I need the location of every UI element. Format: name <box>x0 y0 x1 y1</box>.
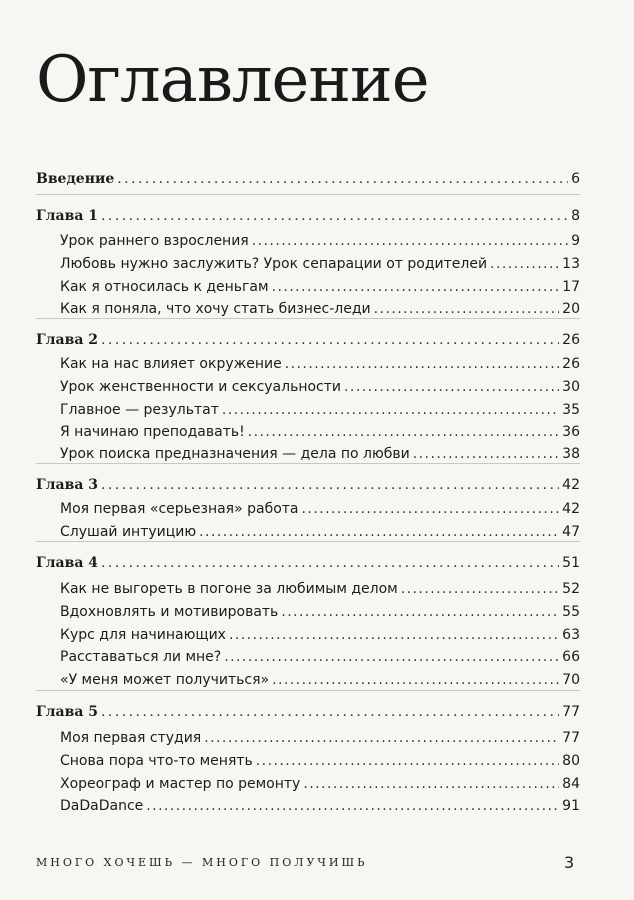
dot-leader <box>101 552 559 574</box>
dot-leader <box>117 168 568 190</box>
toc-entry-title: Как не выгореть в погоне за любимым делом <box>60 581 398 597</box>
dot-leader <box>256 750 559 772</box>
toc-section-entry <box>60 669 580 691</box>
toc-entry-page: 35 <box>562 402 580 418</box>
toc-entry-title: Глава 4 <box>36 555 99 571</box>
toc-section-entry <box>60 353 580 375</box>
toc-entry-page: 26 <box>562 356 580 372</box>
toc-entry-title: Глава 3 <box>36 477 99 493</box>
toc-chapter-entry <box>36 474 580 496</box>
toc-entry-title: DaDaDance <box>60 798 144 814</box>
page-title: Оглавление <box>36 43 429 117</box>
toc-entry-page: 26 <box>562 332 580 348</box>
toc-section-entry <box>60 230 580 252</box>
toc-section-entry <box>60 624 580 646</box>
toc-entry-page: 63 <box>562 627 580 643</box>
toc-entry-title: Глава 5 <box>36 704 99 720</box>
toc-section-entry <box>60 443 580 465</box>
toc-entry-title: Как на нас влияет окружение <box>60 356 282 372</box>
dot-leader <box>413 443 559 465</box>
dot-leader <box>101 701 559 723</box>
toc-entry-title: Любовь нужно заслужить? Урок сепарации от родителей <box>60 256 488 272</box>
running-footer-title: МНОГО ХОЧЕШЬ — МНОГО ПОЛУЧИШЬ <box>36 856 368 869</box>
toc-entry-page: 47 <box>562 524 580 540</box>
dot-leader <box>224 646 559 668</box>
toc-entry-title: Расставаться ли мне? <box>60 649 222 665</box>
dot-leader <box>272 669 559 691</box>
toc-entry-page: 66 <box>562 649 580 665</box>
toc-section-entry <box>60 399 580 421</box>
toc-entry-title: Главное — результат <box>60 402 219 418</box>
toc-entry-page: 77 <box>562 730 580 746</box>
toc-entry-page: 77 <box>562 704 580 720</box>
toc-entry-page: 6 <box>571 171 580 187</box>
dot-leader <box>222 399 559 421</box>
toc-section-entry <box>60 750 580 772</box>
toc-entry-page: 42 <box>562 477 580 493</box>
dot-leader <box>204 727 559 749</box>
dot-leader <box>248 421 559 443</box>
toc-entry-title: Глава 1 <box>36 208 99 224</box>
dot-leader <box>302 498 560 520</box>
toc-chapter-entry <box>36 168 580 190</box>
toc-entry-page: 17 <box>562 279 580 295</box>
toc-section-entry <box>60 298 580 320</box>
toc-section-entry <box>60 498 580 520</box>
toc-section-entry <box>60 601 580 623</box>
page-number: 3 <box>564 853 575 872</box>
toc-entry-page: 84 <box>562 776 580 792</box>
toc-section-entry <box>60 795 580 817</box>
section-divider <box>36 194 580 195</box>
dot-leader <box>272 276 560 298</box>
toc-section-entry <box>60 421 580 443</box>
toc-entry-page: 8 <box>571 208 580 224</box>
toc-entry-title: Урок поиска предназначения — дела по любви <box>60 446 410 462</box>
toc-entry-page: 51 <box>562 555 580 571</box>
toc-entry-page: 42 <box>562 501 580 517</box>
toc-entry-title: Слушай интуицию <box>60 524 197 540</box>
dot-leader <box>303 773 559 795</box>
dot-leader <box>490 253 559 275</box>
toc-entry-page: 52 <box>562 581 580 597</box>
toc-entry-title: Урок раннего взросления <box>60 233 249 249</box>
dot-leader <box>101 329 559 351</box>
toc-entry-title: Моя первая студия <box>60 730 202 746</box>
dot-leader <box>101 205 568 227</box>
toc-section-entry <box>60 578 580 600</box>
toc-entry-title: Снова пора что-то менять <box>60 753 253 769</box>
toc-section-entry <box>60 646 580 668</box>
dot-leader <box>344 376 559 398</box>
dot-leader <box>101 474 559 496</box>
toc-section-entry <box>60 376 580 398</box>
toc-entry-title: Хореограф и мастер по ремонту <box>60 776 301 792</box>
toc-entry-page: 20 <box>562 301 580 317</box>
dot-leader <box>146 795 559 817</box>
toc-section-entry <box>60 253 580 275</box>
toc-section-entry <box>60 276 580 298</box>
dot-leader <box>229 624 559 646</box>
toc-entry-page: 38 <box>562 446 580 462</box>
toc-chapter-entry <box>36 329 580 351</box>
toc-entry-page: 91 <box>562 798 580 814</box>
toc-entry-title: Как я относилась к деньгам <box>60 279 269 295</box>
toc-entry-title: Вдохновлять и мотивировать <box>60 604 279 620</box>
toc-entry-page: 13 <box>562 256 580 272</box>
dot-leader <box>199 521 559 543</box>
toc-entry-title: Я начинаю преподавать! <box>60 424 245 440</box>
dot-leader <box>281 601 559 623</box>
toc-entry-page: 30 <box>562 379 580 395</box>
toc-section-entry <box>60 727 580 749</box>
toc-section-entry <box>60 521 580 543</box>
toc-entry-title: Моя первая «серьезная» работа <box>60 501 299 517</box>
toc-entry-title: Введение <box>36 171 115 187</box>
toc-section-entry <box>60 773 580 795</box>
dot-leader <box>374 298 560 320</box>
toc-chapter-entry <box>36 701 580 723</box>
toc-entry-page: 55 <box>562 604 580 620</box>
toc-entry-title: Урок женственности и сексуальности <box>60 379 342 395</box>
toc-entry-page: 9 <box>571 233 580 249</box>
toc-entry-title: Глава 2 <box>36 332 99 348</box>
toc-entry-page: 70 <box>562 672 580 688</box>
toc-entry-page: 80 <box>562 753 580 769</box>
dot-leader <box>401 578 559 600</box>
dot-leader <box>285 353 559 375</box>
dot-leader <box>252 230 568 252</box>
toc-chapter-entry <box>36 552 580 574</box>
toc-entry-title: Курс для начинающих <box>60 627 226 643</box>
toc-chapter-entry <box>36 205 580 227</box>
toc-entry-title: Как я поняла, что хочу стать бизнес-леди <box>60 301 371 317</box>
toc-entry-page: 36 <box>562 424 580 440</box>
toc-entry-title: «У меня может получиться» <box>60 672 270 688</box>
